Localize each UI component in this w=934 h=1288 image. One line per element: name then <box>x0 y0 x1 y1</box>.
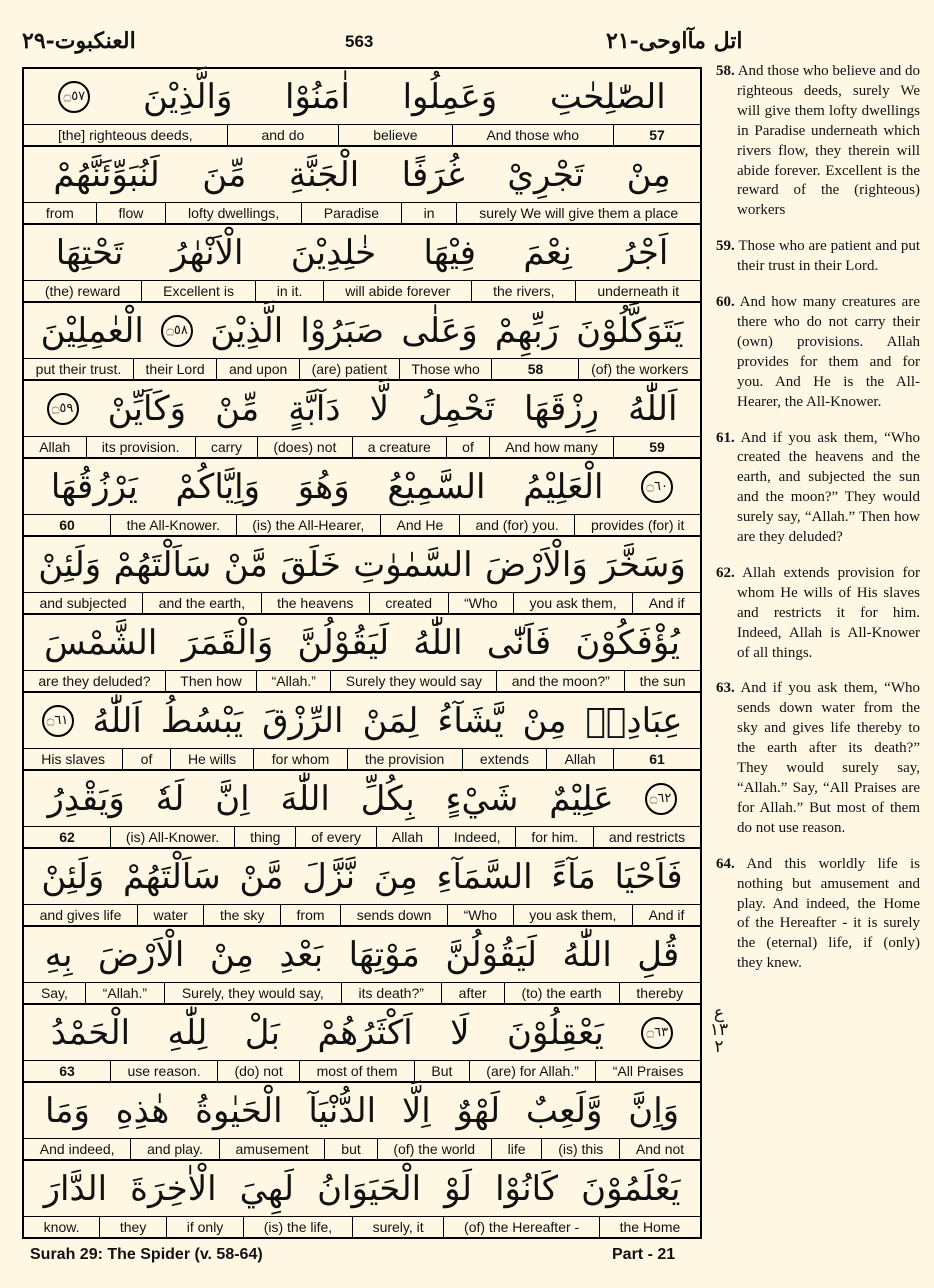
gloss-line <box>24 592 700 613</box>
gloss-cell: lofty dwellings, <box>165 203 301 223</box>
gloss-cell: “Allah.” <box>256 671 330 691</box>
verse-row <box>24 381 700 459</box>
gloss-line <box>24 280 700 301</box>
translation-verse <box>716 429 920 548</box>
gloss-cell: its provision. <box>86 437 195 457</box>
arabic-word: اَللّٰهُ <box>628 388 678 429</box>
arabic-word: مِنْ <box>522 700 567 741</box>
gloss-cell: surely We will give them a place <box>456 203 700 223</box>
arabic-word: لَنُبَوِّئَنَّهُمْ <box>53 154 160 195</box>
verse-row <box>24 69 700 147</box>
gloss-cell: you ask them, <box>513 905 632 925</box>
arabic-word: هٰذِهِ <box>115 1090 170 1131</box>
arabic-word: الَّذِيْنَ <box>210 310 284 351</box>
page-header <box>0 0 934 62</box>
gloss-cell: are they deluded? <box>38 673 151 689</box>
footer-part: Part - 21 <box>612 1246 676 1263</box>
arabic-word: لِمَنْ <box>362 700 419 741</box>
arabic-word: مَّنْ <box>239 856 284 897</box>
arabic-word: يَبْسُطُ <box>160 700 244 741</box>
gloss-cell: Allah <box>376 827 438 847</box>
gloss-cell: and gives life <box>39 907 122 923</box>
gloss-cell: But <box>414 1061 469 1081</box>
gloss-line <box>24 1138 700 1159</box>
arabic-line <box>24 537 700 592</box>
arabic-word: مَآءً <box>551 856 596 897</box>
gloss-line <box>24 124 700 145</box>
arabic-word: الْعٰمِلِيْنَ <box>40 310 144 351</box>
gloss-cell: (is) the life, <box>243 1217 352 1237</box>
ayah-number-marker: ۝٦٣ <box>641 1017 673 1049</box>
gloss-cell: (does) not <box>257 437 351 457</box>
gloss-cell: in <box>401 203 457 223</box>
gloss-cell: underneath it <box>575 281 700 301</box>
gloss-cell: (to) the earth <box>504 983 619 1003</box>
verse-row <box>24 225 700 303</box>
gloss-cell: but <box>324 1139 376 1159</box>
gloss-cell: believe <box>338 125 451 145</box>
translation-text: Allah extends provision for whom He wills of His slaves and restricts it for him. Indeed, Allah is All-Knower of all things. <box>737 564 920 661</box>
arabic-line <box>24 615 700 670</box>
arabic-word: مِّنَ <box>202 154 247 195</box>
arabic-line <box>24 459 700 514</box>
translation-text: And how many creatures are there who do not carry their (own) provisions. Allah provides for them and for you. And He is the All-Hearer, the All-Knower. <box>737 294 920 410</box>
gloss-cell: their Lord <box>133 359 216 379</box>
arabic-word: يَّشَآءُ <box>437 700 504 741</box>
arabic-word: اِنَّ <box>215 778 250 819</box>
gloss-cell: and (for) you. <box>459 515 575 535</box>
arabic-word: وَاِنَّ <box>628 1090 680 1131</box>
gloss-cell: the Home <box>599 1217 700 1237</box>
gloss-cell: And not <box>619 1139 700 1159</box>
gloss-cell: you ask them, <box>513 593 632 613</box>
arabic-word: لَهٗ <box>155 778 185 819</box>
verse-row <box>24 771 700 849</box>
arabic-word: الْحَيٰوةُ <box>195 1090 283 1131</box>
footer-surah: Surah 29: The Spider (v. 58-64) <box>30 1246 263 1263</box>
arabic-word: رِزْقَهَا <box>523 388 600 429</box>
gloss-line <box>24 436 700 457</box>
ruku-marker-symbol: ع <box>713 1003 725 1023</box>
arabic-word: وَالْاَرْضَ <box>485 544 588 585</box>
gloss-verse-number: 63 <box>59 1063 75 1079</box>
arabic-word: وَالْقَمَرَ <box>181 622 274 663</box>
gloss-cell: His slaves <box>41 751 106 767</box>
verse-row <box>24 927 700 1005</box>
translation-verse-number: 62. <box>716 564 735 581</box>
arabic-word: عِبَادِهٖ <box>585 700 683 741</box>
arabic-line <box>24 1083 700 1138</box>
arabic-word: الصّٰلِحٰتِ <box>549 76 666 117</box>
arabic-word: سَاَلْتَهُمْ <box>122 856 221 897</box>
gloss-cell: (the) reward <box>44 283 121 299</box>
arabic-word: سَاَلْتَهُمْ <box>113 544 212 585</box>
gloss-cell: And those who <box>452 125 614 145</box>
arabic-word: نِعْمَ <box>523 232 572 273</box>
gloss-verse-number: 62 <box>59 829 75 845</box>
translation-text: And if you ask them, “Who created the heavens and the earth, and subjected the sun and the moon?” They would surely say, “Allah.” Then how are they deluded? <box>737 429 920 546</box>
arabic-word: اٰمَنُوْا <box>285 76 350 117</box>
gloss-cell: And if <box>632 905 700 925</box>
gloss-cell: amusement <box>219 1139 325 1159</box>
gloss-cell: and play. <box>130 1139 218 1159</box>
gloss-cell: put their trust. <box>35 361 122 377</box>
arabic-word: مِّنْ <box>215 388 260 429</box>
ruku-marker-count: ۲ <box>714 1037 724 1057</box>
translation-verse <box>716 293 920 412</box>
gloss-cell: (of) the workers <box>578 359 700 379</box>
gloss-cell: will abide forever <box>323 281 471 301</box>
arabic-word: اللّٰهُ <box>562 934 612 975</box>
arabic-word: وَعَمِلُوا <box>402 76 498 117</box>
verse-row <box>24 147 700 225</box>
arabic-word: بِهِ <box>44 934 73 975</box>
gloss-verse-number: 57 <box>613 125 700 145</box>
arabic-word: فَاَنّٰى <box>486 622 552 663</box>
gloss-cell: the sky <box>203 905 280 925</box>
gloss-cell: Allah <box>546 749 613 769</box>
arabic-word: عَلِيْمٌ <box>549 778 614 819</box>
gloss-cell: Then how <box>165 671 256 691</box>
arabic-word: وَيَقْدِرُ <box>47 778 125 819</box>
translation-text: And those who believe and do righteous deeds, surely We will give them lofty dwellings in Paradise underneath which rivers flow, they therein will abide forever. Excellent is the reward of the (righteous) workers <box>737 63 920 219</box>
gloss-cell: Excellent is <box>141 281 255 301</box>
gloss-cell: after <box>441 983 504 1003</box>
arabic-word: لَيَقُوْلُنَّ <box>297 622 390 663</box>
gloss-cell: created <box>369 593 448 613</box>
gloss-cell: Surely they would say <box>330 671 496 691</box>
gloss-cell: (is) the All-Hearer, <box>236 515 380 535</box>
ayah-number-marker: ۝٥٧ <box>58 81 90 113</box>
arabic-line <box>24 303 700 358</box>
arabic-line <box>24 1161 700 1216</box>
arabic-word: لَهْوٌ <box>456 1090 501 1131</box>
arabic-word: اَكْثَرُهُمْ <box>317 1012 413 1053</box>
gloss-cell: (do) not <box>217 1061 299 1081</box>
arabic-word: بِكُلِّ <box>360 778 415 819</box>
gloss-cell: Surely, they would say, <box>164 983 341 1003</box>
gloss-cell: Those who <box>399 359 492 379</box>
arabic-word: وَاِيَّاكُمْ <box>175 466 261 507</box>
gloss-line <box>24 982 700 1003</box>
gloss-cell: for whom <box>253 749 346 769</box>
verse-row <box>24 1161 700 1237</box>
translation-verse <box>716 62 920 221</box>
arabic-word: نَّزَّلَ <box>302 856 356 897</box>
arabic-word: لَا <box>450 1012 470 1053</box>
verse-row <box>24 1005 700 1083</box>
gloss-cell: and the moon?” <box>496 671 624 691</box>
arabic-word: الدَّارَ <box>43 1168 108 1209</box>
gloss-cell: and subjected <box>39 595 127 611</box>
gloss-line <box>24 670 700 691</box>
verse-row <box>24 459 700 537</box>
arabic-word: اَللّٰهُ <box>92 700 142 741</box>
translation-verse <box>716 237 920 277</box>
arabic-word: السَّمٰوٰتِ <box>353 544 473 585</box>
gloss-cell: carry <box>195 437 257 457</box>
arabic-word: مِنَ <box>373 856 418 897</box>
arabic-word: كَانُوْا <box>495 1168 559 1209</box>
arabic-line <box>24 927 700 982</box>
gloss-cell: (of) the Hereafter - <box>443 1217 599 1237</box>
gloss-cell: and do <box>227 125 339 145</box>
gloss-verse-number: 61 <box>613 749 700 769</box>
arabic-word: فَاَحْيَا <box>614 856 683 897</box>
arabic-word: خٰلِدِيْنَ <box>290 232 377 273</box>
arabic-word: وَّلَعِبٌ <box>525 1090 603 1131</box>
arabic-word: وَالَّذِيْنَ <box>142 76 233 117</box>
ayah-number-marker: ۝٥٨ <box>161 315 193 347</box>
arabic-word: وَعَلٰى <box>401 310 478 351</box>
gloss-line <box>24 904 700 925</box>
arabic-line <box>24 1005 700 1060</box>
gloss-cell: of <box>122 749 169 769</box>
arabic-word: الْجَنَّةِ <box>288 154 360 195</box>
gloss-cell: (are) for Allah.” <box>469 1061 595 1081</box>
gloss-cell: use reason. <box>110 1061 217 1081</box>
gloss-cell: its death?” <box>341 983 441 1003</box>
gloss-cell: Say, <box>40 985 68 1001</box>
gloss-cell: (are) patient <box>299 359 399 379</box>
translation-text: And if you ask them, “Who sends down water from the sky and gives life thereby to the earth after its death?” They would surely say, “Allah.” Say, “All Praises are for Allah.” But most of them do not use reason. <box>737 680 920 836</box>
verse-row <box>24 1083 700 1161</box>
gloss-cell: [the] righteous deeds, <box>57 127 193 143</box>
arabic-word: الْاٰخِرَةَ <box>130 1168 217 1209</box>
arabic-word: الْعَلِيْمُ <box>523 466 604 507</box>
gloss-line <box>24 1060 700 1081</box>
arabic-word: تَحْتِهَا <box>55 232 124 273</box>
arabic-word: لِلّٰهِ <box>167 1012 208 1053</box>
gloss-cell: (is) this <box>541 1139 619 1159</box>
ayah-number-marker: ۝٦٢ <box>645 783 677 815</box>
arabic-word: الرِّزْقَ <box>262 700 344 741</box>
gloss-cell: if only <box>166 1217 243 1237</box>
gloss-cell: thing <box>234 827 295 847</box>
arabic-word: مِنْ <box>209 934 254 975</box>
arabic-word: الْحَيَوَانُ <box>317 1168 422 1209</box>
translation-verse <box>716 855 920 974</box>
arabic-word: وَكَاَيِّنْ <box>107 388 186 429</box>
ayah-number-marker: ۝٦٠ <box>641 471 673 503</box>
translation-column <box>716 62 920 1242</box>
arabic-word: لَوْ <box>444 1168 473 1209</box>
translation-text: Those who are patient and put their trust in their Lord. <box>737 238 920 275</box>
arabic-word: وَسَخَّرَ <box>600 544 686 585</box>
gloss-cell: And indeed, <box>39 1141 115 1157</box>
gloss-cell: the All-Knower. <box>110 515 236 535</box>
gloss-verse-number: 59 <box>613 437 700 457</box>
gloss-line <box>24 748 700 769</box>
gloss-cell: thereby <box>619 983 700 1003</box>
arabic-word: وَهُوَ <box>297 466 350 507</box>
gloss-line <box>24 1216 700 1237</box>
gloss-line <box>24 514 700 535</box>
gloss-cell: And He <box>380 515 459 535</box>
arabic-word: الْاَنْهٰرُ <box>170 232 244 273</box>
arabic-word: غُرَفًا <box>401 154 465 195</box>
gloss-line <box>24 358 700 379</box>
gloss-verse-number: 58 <box>491 359 578 379</box>
arabic-word: مِنْ <box>626 154 671 195</box>
gloss-verse-number: 60 <box>59 517 75 533</box>
arabic-word: يَرْزُقُهَا <box>50 466 138 507</box>
gloss-cell: sends down <box>340 905 447 925</box>
verse-row <box>24 303 700 381</box>
gloss-line <box>24 202 700 223</box>
gloss-cell: provides (for) it <box>574 515 700 535</box>
ruku-marker-number: ۱۳ <box>709 1020 729 1040</box>
arabic-line <box>24 69 700 124</box>
arabic-word: لَّا <box>369 388 389 429</box>
arabic-word: وَمَا <box>44 1090 90 1131</box>
gloss-cell: life <box>491 1139 542 1159</box>
gloss-cell: extends <box>462 749 547 769</box>
gloss-cell: the provision <box>347 749 462 769</box>
gloss-cell: most of them <box>299 1061 414 1081</box>
arabic-word: السَّمِيْعُ <box>387 466 486 507</box>
arabic-word: تَحْمِلُ <box>418 388 495 429</box>
arabic-word: قُلِ <box>637 934 680 975</box>
ayah-number-marker: ۝٦١ <box>42 705 74 737</box>
arabic-word: رَبِّهِمْ <box>494 310 559 351</box>
arabic-word: يَعْقِلُوْنَ <box>506 1012 604 1053</box>
arabic-word: اِلَّا <box>401 1090 431 1131</box>
gloss-cell: He wills <box>170 749 254 769</box>
arabic-word: اَجْرُ <box>619 232 669 273</box>
arabic-line <box>24 381 700 436</box>
arabic-word: اللّٰهُ <box>413 622 463 663</box>
gloss-cell: for him. <box>515 827 593 847</box>
gloss-cell: and upon <box>216 359 299 379</box>
gloss-cell: of every <box>295 827 376 847</box>
arabic-word: بَعْدِ <box>279 934 324 975</box>
arabic-line <box>24 225 700 280</box>
verse-row <box>24 849 700 927</box>
gloss-cell: (is) All-Knower. <box>110 827 234 847</box>
gloss-cell: surely, it <box>352 1217 443 1237</box>
gloss-cell: And if <box>632 593 700 613</box>
arabic-word: تَجْرِيْ <box>507 154 585 195</box>
translation-verse-number: 60. <box>716 294 735 311</box>
gloss-cell: and the earth, <box>142 593 260 613</box>
verse-row <box>24 693 700 771</box>
arabic-line <box>24 771 700 826</box>
arabic-word: لَهِيَ <box>239 1168 295 1209</box>
gloss-cell: from <box>280 905 340 925</box>
translation-text: And this worldly life is nothing but amusement and play. And indeed, the Home of the Hereafter - it is surely the (eternal) life, if (only) they knew. <box>737 855 920 972</box>
translation-verse-number: 63. <box>716 680 735 697</box>
arabic-word: وَلَئِنْ <box>41 856 105 897</box>
gloss-cell: Allah <box>39 439 71 455</box>
gloss-cell: Paradise <box>301 203 401 223</box>
arabic-word: بَلْ <box>244 1012 280 1053</box>
arabic-word: خَلَقَ <box>280 544 341 585</box>
gloss-cell: from <box>45 205 74 221</box>
gloss-cell: the sun <box>624 671 700 691</box>
gloss-cell: (of) the world <box>377 1139 491 1159</box>
translation-verse-number: 58. <box>716 63 735 79</box>
arabic-line <box>24 849 700 904</box>
arabic-word: يَتَوَكَّلُوْنَ <box>576 310 684 351</box>
arabic-word: وَلَئِنْ <box>38 544 102 585</box>
ayah-number-marker: ۝٥٩ <box>47 393 79 425</box>
arabic-word: الْاَرْضَ <box>97 934 185 975</box>
arabic-word: مَّنْ <box>223 544 268 585</box>
surah-name-arabic: العنکبوت-۲۹ <box>22 28 136 54</box>
gloss-cell: “Allah.” <box>85 983 164 1003</box>
arabic-word: الْحَمْدُ <box>50 1012 131 1053</box>
arabic-word: يَعْلَمُوْنَ <box>581 1168 681 1209</box>
arabic-word: يُؤْفَكُوْنَ <box>575 622 680 663</box>
arabic-word: لَيَقُوْلُنَّ <box>445 934 537 975</box>
gloss-cell: know. <box>43 1219 80 1235</box>
arabic-word: الشَّمْسَ <box>44 622 158 663</box>
para-name-arabic: اتل مآاوحی-۲۱ <box>606 28 743 54</box>
verse-row <box>24 615 700 693</box>
gloss-cell: the rivers, <box>471 281 575 301</box>
translation-verse-number: 61. <box>716 429 735 446</box>
gloss-cell: and restricts <box>593 827 700 847</box>
arabic-word: الدُّنْيَآ <box>308 1090 377 1131</box>
arabic-word: فِيْهَا <box>423 232 477 273</box>
gloss-cell: “All Praises <box>595 1061 700 1081</box>
page-number: 563 <box>345 32 374 51</box>
gloss-cell: Indeed, <box>438 827 516 847</box>
gloss-cell: of <box>446 437 489 457</box>
gloss-cell: the heavens <box>261 593 369 613</box>
gloss-cell: “Who <box>448 593 513 613</box>
arabic-line <box>24 147 700 202</box>
translation-verse <box>716 679 920 838</box>
gloss-cell: And how many <box>489 437 613 457</box>
gloss-line <box>24 826 700 847</box>
gloss-cell: a creature <box>352 437 446 457</box>
translation-verse-number: 64. <box>716 855 735 872</box>
arabic-word: دَآبَّةٍ <box>288 388 341 429</box>
arabic-word: السَّمَآءِ <box>436 856 533 897</box>
gloss-cell: in it. <box>255 281 323 301</box>
arabic-word: صَبَرُوْا <box>300 310 385 351</box>
translation-verse-number: 59. <box>716 238 735 255</box>
arabic-line <box>24 693 700 748</box>
gloss-cell: they <box>99 1217 166 1237</box>
arabic-word: مَوْتِهَا <box>348 934 420 975</box>
verse-row <box>24 537 700 615</box>
arabic-word: شَيْءٍ <box>445 778 519 819</box>
gloss-cell: flow <box>96 203 166 223</box>
gloss-cell: “Who <box>447 905 513 925</box>
arabic-word: اللّٰهَ <box>280 778 330 819</box>
gloss-cell: water <box>137 905 203 925</box>
word-by-word-panel <box>22 67 702 1239</box>
translation-verse <box>716 564 920 664</box>
